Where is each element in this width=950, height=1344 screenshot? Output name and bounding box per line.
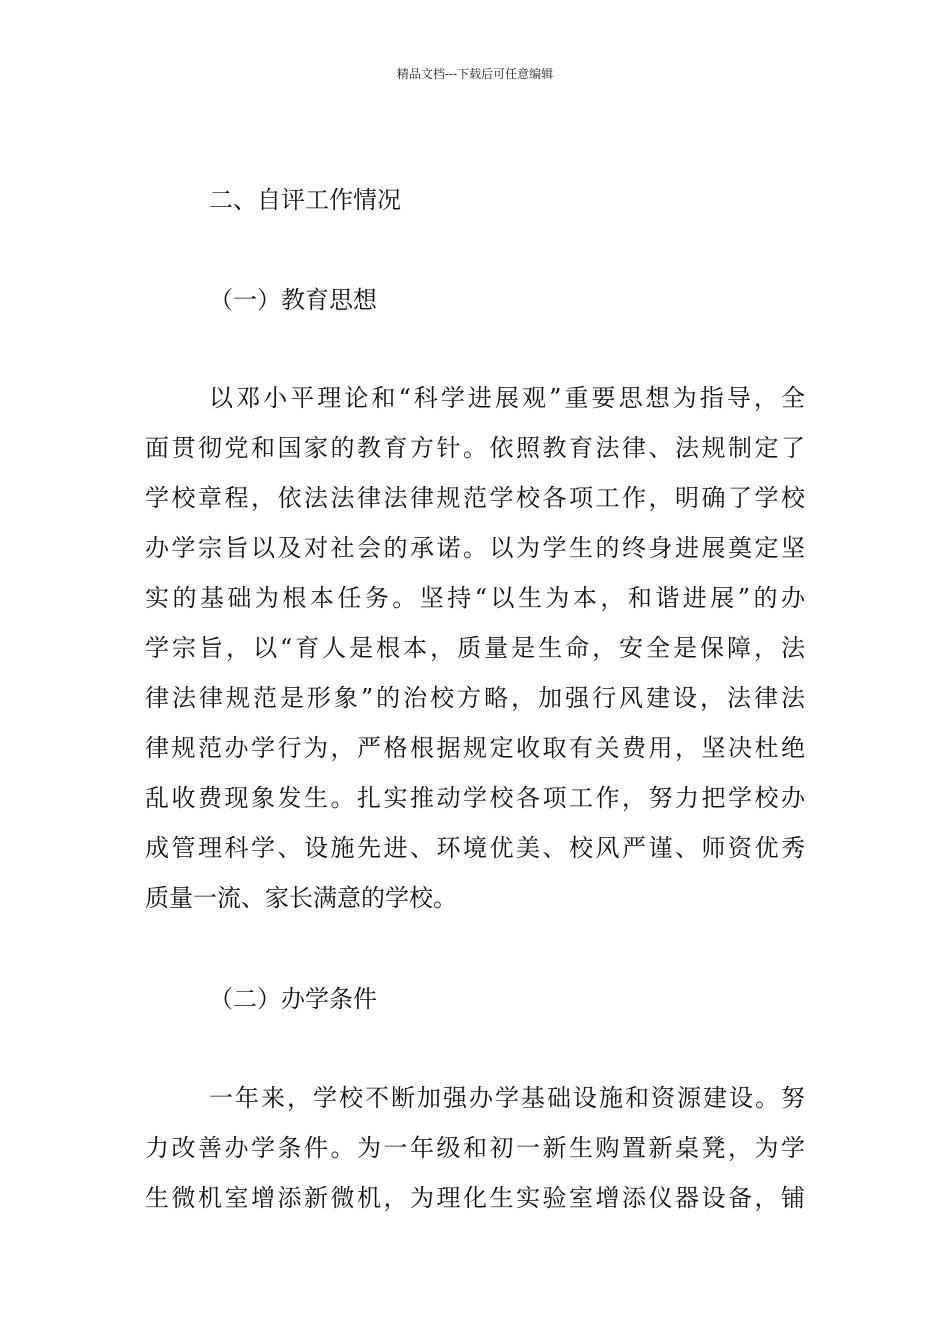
paragraph-line: 质量一流、家长满意的学校。	[145, 884, 457, 912]
paragraph-line: 乱收费现象发生。扎实推动学校各项工作，努力把学校办	[145, 784, 805, 812]
subsection-title-education-thought: （一）教育思想	[209, 286, 377, 314]
paragraph-line: 一年来，学校不断加强办学基础设施和资源建设。努	[209, 1084, 805, 1112]
paragraph-line: 实的基础为根本任务。坚持“以生为本，和谐进展”的办	[145, 584, 805, 612]
page-header-banner: 精品文档---下载后可任意编辑	[396, 67, 554, 81]
paragraph-line: 生微机室增添新微机，为理化生实验室增添仪器设备，铺	[145, 1184, 805, 1212]
paragraph-line: 成管理科学、设施先进、环境优美、校风严谨、师资优秀	[145, 834, 805, 862]
paragraph-line: 律法律规范是形象”的治校方略，加强行风建设，法律法	[145, 684, 805, 712]
paragraph-line: 学宗旨，以“育人是根本，质量是生命，安全是保障，法	[145, 634, 805, 662]
paragraph-school-conditions	[145, 1073, 805, 1223]
paragraph-line: 以邓小平理论和“科学进展观”重要思想为指导，全	[209, 384, 805, 412]
paragraph-line: 学校章程，依法法律法律规范学校各项工作，明确了学校	[145, 484, 805, 512]
paragraph-education-thought	[145, 373, 805, 923]
paragraph-line: 律规范办学行为，严格根据规定收取有关费用，坚决杜绝	[145, 734, 805, 762]
paragraph-line: 力改善办学条件。为一年级和初一新生购置新桌凳，为学	[145, 1134, 805, 1162]
subsection-title-school-conditions: （二）办学条件	[209, 985, 377, 1013]
paragraph-line: 面贯彻党和国家的教育方针。依照教育法律、法规制定了	[145, 434, 805, 462]
section-title: 二、自评工作情况	[209, 186, 401, 214]
paragraph-line: 办学宗旨以及对社会的承诺。以为学生的终身进展奠定坚	[145, 534, 805, 562]
